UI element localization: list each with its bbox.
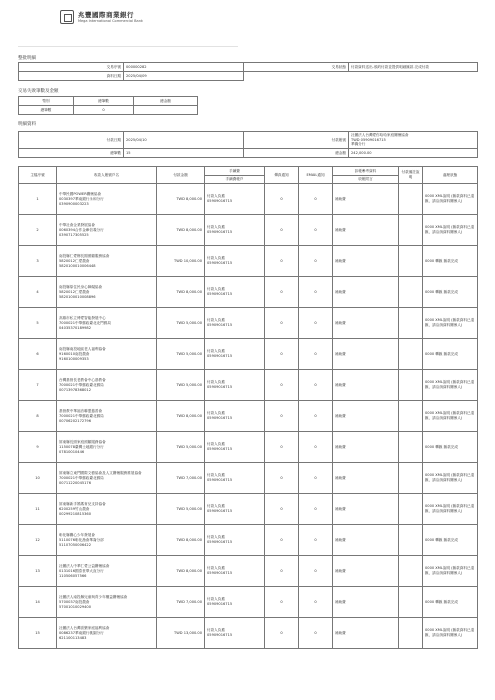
row-no: 8 [19, 401, 57, 432]
row-email: 0 [299, 370, 333, 401]
row-amount: TWD 8,000.00 [157, 401, 205, 432]
row-payee [57, 463, 157, 494]
failed-section-title: 交易失敗筆數及金額 [18, 89, 59, 94]
row-email: 0 [299, 401, 333, 432]
fee-bearer: 付款人負擔 [207, 504, 225, 508]
count-value: 15 [124, 149, 244, 158]
count-label: 總筆數 [19, 149, 124, 158]
row-status: 0000 XML說明 (匯款資料已退匯，請洽詢資料關係人) [423, 618, 478, 649]
row-note [399, 184, 423, 215]
payee-account: 00299210815360 [59, 511, 92, 516]
row-no: 5 [19, 308, 57, 339]
payee-bank: 5820012仁愛農會 [59, 289, 90, 294]
row-amount: TWD 5,000.00 [157, 432, 205, 463]
fee-account: 05909016715 [207, 261, 233, 265]
row-payee [57, 587, 157, 618]
row-status: 0000 轉匯 匯款完成 [423, 246, 478, 277]
row-payee [57, 525, 157, 556]
row-no: 14 [19, 587, 57, 618]
row-amount: TWD 8,000.00 [157, 525, 205, 556]
row-fee [205, 587, 265, 618]
row-no: 10 [19, 463, 57, 494]
payee-name: 南投縣原住民身心障礙協會 [59, 284, 103, 289]
row-amount: TWD 10,000.00 [157, 246, 205, 277]
row-fee [205, 556, 265, 587]
table-row [19, 556, 478, 587]
payee-name: 社團法人南投縣兒童與青少年權益關懷協會 [59, 594, 128, 599]
payee-name: 台灣基督長老教會中心基教會 [59, 377, 106, 382]
row-fax: 0 [265, 215, 299, 246]
payee-account: 00711220045176 [59, 480, 92, 485]
row-payee [57, 370, 157, 401]
bank-name: 兆豐國際商業銀行 [78, 11, 134, 19]
row-note [399, 556, 423, 587]
row-email: 0 [299, 618, 333, 649]
payee-name: 南投縣南投地區老人福利協會 [59, 346, 106, 351]
row-email: 0 [299, 494, 333, 525]
payee-name: 基督教中華福音聯盟慈善會 [59, 408, 103, 413]
bank-subtitle: Mega International Commercial Bank [78, 19, 143, 23]
row-fee [205, 401, 265, 432]
row-no: 1 [19, 184, 57, 215]
row-fax: 0 [265, 184, 299, 215]
payee-name: 中華民國POWER關懷協會 [59, 191, 102, 196]
fee-account: 05909016715 [207, 416, 233, 420]
status-label: 交易狀態 [244, 63, 349, 72]
row-fax: 0 [265, 308, 299, 339]
row-no: 6 [19, 339, 57, 370]
payee-account: 00706202172796 [59, 418, 92, 423]
row-payee [57, 339, 157, 370]
detail-summary-table [18, 131, 478, 158]
fee-bearer: 付款人負擔 [207, 256, 225, 260]
payee-account: 0390900003223 [59, 201, 89, 206]
row-memo: 補助費 [333, 401, 399, 432]
payee-name: 中華社會企業發展協會 [59, 222, 95, 227]
row-memo: 補助費 [333, 587, 399, 618]
fee-account: 05909016715 [207, 354, 233, 358]
payee-bank: 7000021中華郵政臺北北門郵局 [59, 320, 111, 325]
fee-account: 05909016715 [207, 633, 233, 637]
col-fee: 手續費 [205, 167, 265, 176]
row-fax: 0 [265, 587, 299, 618]
fee-account: 05909016715 [207, 447, 233, 451]
row-fax: 0 [265, 277, 299, 308]
row-fax: 0 [265, 432, 299, 463]
failed-col-currency: 幣別 [19, 97, 74, 106]
row-payee [57, 432, 157, 463]
payee-name: 高雄市私立博愛智能發展中心 [59, 315, 106, 320]
col-ref-memo: 收帳附言 [333, 176, 399, 184]
detail-table [18, 166, 478, 649]
row-email: 0 [299, 463, 333, 494]
table-row [19, 308, 478, 339]
table-row [19, 370, 478, 401]
row-no: 3 [19, 246, 57, 277]
payee-account: 07810010446 [59, 449, 85, 454]
payee-account: 5820100010006448 [59, 263, 96, 268]
payee-name: 屏東縣新手媽媽育兒支持協會 [59, 501, 106, 506]
faint-line [18, 42, 238, 47]
payee-bank: 5110076彰化漁會華崙分部 [59, 537, 104, 542]
row-memo: 補助費 [333, 339, 399, 370]
payee-bank: 6200259竹山農會 [59, 506, 90, 511]
payer-cell [349, 132, 478, 149]
row-note [399, 618, 423, 649]
payee-account: 110506057566 [59, 573, 87, 578]
payee-account: 0390717305525 [59, 232, 89, 237]
row-amount: TWD 8,000.00 [157, 215, 205, 246]
col-note: 付款備註說明 [399, 167, 423, 184]
row-fee [205, 370, 265, 401]
payee-account: 00713978368012 [59, 387, 92, 392]
row-status: 0000 XML說明 (匯款資料已退匯，請洽詢資料關係人) [423, 494, 478, 525]
row-email: 0 [299, 556, 333, 587]
col-amount: 付款金額 [157, 167, 205, 184]
fee-bearer: 付款人負擔 [207, 535, 225, 539]
row-note [399, 587, 423, 618]
fee-account: 05909016715 [207, 509, 233, 513]
row-fax: 0 [265, 618, 299, 649]
row-status: 0000 XML說明 (匯款資料已退匯，請洽詢資料關係人) [423, 401, 478, 432]
row-note [399, 339, 423, 370]
row-payee [57, 215, 157, 246]
date-label: 資料日期 [19, 72, 124, 81]
row-note [399, 494, 423, 525]
row-no: 7 [19, 370, 57, 401]
row-note [399, 215, 423, 246]
payee-bank: 0030397華南銀行永和分行 [59, 196, 104, 201]
row-no: 12 [19, 525, 57, 556]
row-status: 0000 轉匯 匯款完成 [423, 432, 478, 463]
table-row [19, 432, 478, 463]
row-email: 0 [299, 277, 333, 308]
row-amount: TWD 8,000.00 [157, 277, 205, 308]
row-amount: TWD 13,000.00 [157, 618, 205, 649]
row-fee [205, 618, 265, 649]
row-amount: TWD 7,000.00 [157, 587, 205, 618]
row-email: 0 [299, 215, 333, 246]
row-memo: 補助費 [333, 277, 399, 308]
payee-account: 57001010029400 [59, 604, 92, 609]
payee-bank: 5700037南投農會 [59, 599, 90, 604]
table-row [19, 401, 478, 432]
failed-col-count: 總筆數 [74, 97, 134, 106]
payer-account: TWD 05909016715 [351, 138, 386, 142]
col-payee: 收款人帳號戶名 [57, 167, 157, 184]
table-row [19, 587, 478, 618]
fee-bearer: 付款人負擔 [207, 225, 225, 229]
payee-account: 9160100009353 [59, 356, 89, 361]
payee-name: 社團法人中華仁愛公益關懷協會 [59, 563, 110, 568]
fee-bearer: 付款人負擔 [207, 473, 225, 477]
col-ref: 扣帳參考資料 [333, 167, 399, 176]
row-memo: 補助費 [333, 494, 399, 525]
row-email: 0 [299, 432, 333, 463]
row-memo: 補助費 [333, 215, 399, 246]
row-email: 0 [299, 308, 333, 339]
row-status: 0000 XML說明 (匯款資料已退匯，請洽詢資料關係人) [423, 308, 478, 339]
payee-account: 04035370189982 [59, 325, 92, 330]
payee-bank: 0086237華南銀行桃園分行 [59, 630, 104, 635]
row-amount: TWD 8,000.00 [157, 184, 205, 215]
row-amount: TWD 7,000.00 [157, 463, 205, 494]
row-status: 0000 轉匯 匯款完成 [423, 525, 478, 556]
row-no: 15 [19, 618, 57, 649]
row-note [399, 308, 423, 339]
row-no: 9 [19, 432, 57, 463]
fee-bearer: 付款人負擔 [207, 442, 225, 446]
col-email: EMAIL通知 [299, 167, 333, 184]
row-memo: 補助費 [333, 618, 399, 649]
pay-date-value: 2025/04/10 [124, 132, 244, 149]
row-memo: 補助費 [333, 246, 399, 277]
table-row [19, 339, 478, 370]
doc-no-value: 000000282 [124, 63, 244, 72]
fee-account: 05909016715 [207, 602, 233, 606]
row-status: 0000 XML說明 (匯款資料已退匯，請洽詢資料關係人) [423, 184, 478, 215]
status-value: 付款資料送出-預約付款並提供明細匯款-完成付款 [349, 63, 478, 72]
date-value: 2025/04/09 [124, 72, 244, 81]
payee-name: 彰化縣關心少年發展會 [59, 532, 95, 537]
row-memo: 補助費 [333, 308, 399, 339]
payee-account: 621100113483 [59, 635, 87, 640]
row-note [399, 432, 423, 463]
row-amount: TWD 5,000.00 [157, 370, 205, 401]
col-no: 主檔序號 [19, 167, 57, 184]
payee-bank: 0060394合作金庫信義分行 [59, 227, 104, 232]
batch-table [18, 62, 478, 81]
fee-account: 05909016715 [207, 292, 233, 296]
payer-label: 付款帳號 [244, 132, 349, 149]
row-payee [57, 618, 157, 649]
fee-bearer: 付款人負擔 [207, 380, 225, 384]
row-fee [205, 463, 265, 494]
fee-account: 05909016715 [207, 478, 233, 482]
row-fee [205, 277, 265, 308]
row-note [399, 277, 423, 308]
total-value: 242,000.00 [349, 149, 478, 158]
row-status: 0000 XML說明 (匯款資料已退匯，請洽詢資料關係人) [423, 556, 478, 587]
payee-bank: 7000021中華郵政臺北郵局 [59, 413, 104, 418]
row-fax: 0 [265, 339, 299, 370]
table-row [19, 494, 478, 525]
row-payee [57, 494, 157, 525]
fee-account: 05909016715 [207, 230, 233, 234]
row-note [399, 370, 423, 401]
table-row [19, 463, 478, 494]
fee-bearer: 付款人負擔 [207, 318, 225, 322]
row-fee [205, 339, 265, 370]
row-memo: 補助費 [333, 370, 399, 401]
failed-table [18, 96, 198, 115]
row-fee [205, 494, 265, 525]
fee-account: 05909016715 [207, 571, 233, 575]
row-payee [57, 308, 157, 339]
payee-bank: 5820012仁愛農會 [59, 258, 90, 263]
payee-account: 5820100010008896 [59, 294, 96, 299]
row-email: 0 [299, 246, 333, 277]
payee-name: 社團法人台灣喜樂家庭福利協會 [59, 625, 110, 630]
row-email: 0 [299, 587, 333, 618]
table-row [19, 618, 478, 649]
row-memo: 補助費 [333, 556, 399, 587]
row-status: 0000 轉匯 匯款完成 [423, 277, 478, 308]
payee-bank: 9160010南投農會 [59, 351, 90, 356]
row-fee [205, 308, 265, 339]
row-fee [205, 246, 265, 277]
batch-section-title: 整批明細 [18, 56, 36, 61]
fee-bearer: 付款人負擔 [207, 628, 225, 632]
row-email: 0 [299, 339, 333, 370]
detail-section-title: 明細資料 [18, 122, 36, 127]
fee-bearer: 付款人負擔 [207, 349, 225, 353]
row-no: 4 [19, 277, 57, 308]
payee-bank: 1150078臺灣土地銀行分行 [59, 444, 104, 449]
row-status: 0000 轉匯 匯款完成 [423, 339, 478, 370]
row-payee [57, 184, 157, 215]
row-payee [57, 246, 157, 277]
failed-col-amount: 總金額 [134, 97, 198, 106]
pay-date-label: 付款日期 [19, 132, 124, 149]
row-fax: 0 [265, 494, 299, 525]
fee-account: 05909016715 [207, 323, 233, 327]
fee-bearer: 付款人負擔 [207, 566, 225, 570]
payee-name: 屏東縣立東門國際文藝協會及人文關懷服務推展協會 [59, 470, 142, 475]
row-payee [57, 401, 157, 432]
row-fax: 0 [265, 370, 299, 401]
row-fee [205, 525, 265, 556]
row-amount: TWD 5,000.00 [157, 339, 205, 370]
row-memo: 補助費 [333, 525, 399, 556]
table-row [19, 277, 478, 308]
col-status: 處理狀態 [423, 167, 478, 184]
row-status: 0000 轉匯 匯款完成 [423, 587, 478, 618]
fee-bearer: 付款人負擔 [207, 597, 225, 601]
col-fax: 傳真通知 [265, 167, 299, 184]
payer-branch: 華僑分行 [351, 142, 366, 146]
row-fax: 0 [265, 556, 299, 587]
row-memo: 補助費 [333, 184, 399, 215]
row-amount: TWD 5,000.00 [157, 494, 205, 525]
fee-bearer: 付款人負擔 [207, 194, 225, 198]
payee-bank: 7000021中華郵政臺北郵局 [59, 475, 104, 480]
row-note [399, 463, 423, 494]
row-payee [57, 556, 157, 587]
row-no: 2 [19, 215, 57, 246]
total-label: 總金額 [244, 149, 349, 158]
row-payee [57, 277, 157, 308]
row-status: 0000 XML說明 (匯款資料已退匯，請洽詢資料關係人) [423, 370, 478, 401]
table-row [19, 184, 478, 215]
row-fax: 0 [265, 463, 299, 494]
fee-bearer: 付款人負擔 [207, 287, 225, 291]
fee-bearer: 付款人負擔 [207, 411, 225, 415]
col-fee-account: 手續費帳戶 [205, 176, 265, 184]
row-fee [205, 184, 265, 215]
row-no: 11 [19, 494, 57, 525]
fee-account: 05909016715 [207, 385, 233, 389]
fee-account: 05909016715 [207, 540, 233, 544]
payee-name: 屏東縣長照家庭照顧服務協會 [59, 439, 106, 444]
table-row [19, 215, 478, 246]
failed-row-label: 總筆數 [19, 106, 74, 115]
row-status: 0000 XML說明 (匯款資料已退匯，請洽詢資料關係人) [423, 463, 478, 494]
row-fee [205, 215, 265, 246]
row-memo: 補助費 [333, 463, 399, 494]
row-fee [205, 432, 265, 463]
row-note [399, 401, 423, 432]
row-note [399, 246, 423, 277]
row-fax: 0 [265, 401, 299, 432]
doc-no-label: 交易序號 [19, 63, 124, 72]
failed-row-value: 0 [74, 106, 134, 115]
payee-bank: 7000021中華郵政臺北郵局 [59, 382, 104, 387]
bank-logo-icon [60, 10, 74, 24]
table-row [19, 246, 478, 277]
row-email: 0 [299, 184, 333, 215]
row-memo: 補助費 [333, 432, 399, 463]
fee-account: 05909016715 [207, 199, 233, 203]
row-no: 13 [19, 556, 57, 587]
row-note [399, 525, 423, 556]
payee-bank: 0131016國泰世華大直分行 [59, 568, 104, 573]
payer-name: 社團法人台灣愛你哈哈家庭關懷協會 [351, 133, 409, 137]
row-status: 0000 XML說明 (匯款資料已退匯，請洽詢資料關係人) [423, 215, 478, 246]
payee-name: 南投縣仁愛鄉長期照顧服務協會 [59, 253, 110, 258]
row-amount: TWD 5,000.00 [157, 308, 205, 339]
row-amount: TWD 8,000.00 [157, 556, 205, 587]
table-row [19, 525, 478, 556]
payee-account: 51107050006422 [59, 542, 92, 547]
row-email: 0 [299, 525, 333, 556]
row-fax: 0 [265, 525, 299, 556]
row-fax: 0 [265, 246, 299, 277]
